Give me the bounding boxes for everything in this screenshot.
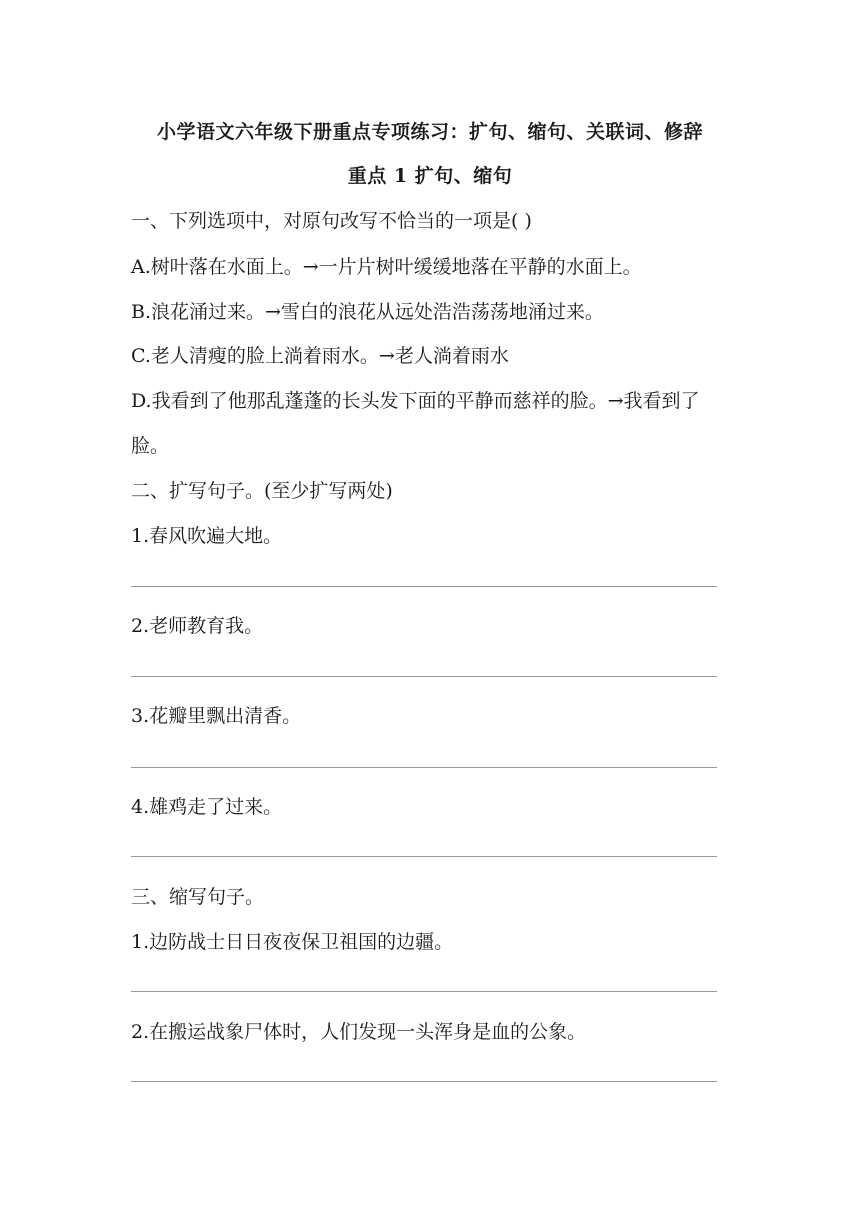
option-c: C.老人清瘦的脸上淌着雨水。→老人淌着雨水 — [131, 345, 509, 367]
question-1-heading: 一、下列选项中，对原句改写不恰当的一项是( ) — [131, 210, 532, 232]
option-a: A.树叶落在水面上。→一片片树叶缓缓地落在平静的水面上。 — [131, 256, 642, 278]
condense-item-2: 2.在搬运战象尸体时，人们发现一头浑身是血的公象。 — [131, 1021, 587, 1043]
option-b: B.浪花涌过来。→雪白的浪花从远处浩浩荡荡地涌过来。 — [131, 301, 604, 323]
question-3-heading: 三、缩写句子。 — [131, 886, 265, 908]
expand-item-3: 3.花瓣里飘出清香。 — [131, 705, 302, 727]
option-d-continued: 脸。 — [131, 435, 170, 457]
expand-item-1: 1.春风吹遍大地。 — [131, 525, 283, 547]
expand-item-4: 4.雄鸡走了过来。 — [131, 796, 283, 818]
answer-line-expand-3[interactable] — [131, 767, 717, 768]
section-subtitle: 重点 1 扩句、缩句 — [347, 165, 513, 187]
document-title: 小学语文六年级下册重点专项练习：扩句、缩句、关联词、修辞 — [156, 121, 703, 143]
answer-line-expand-2[interactable] — [131, 676, 717, 677]
question-2-heading: 二、扩写句子。(至少扩写两处) — [131, 480, 393, 502]
answer-line-expand-4[interactable] — [131, 856, 717, 857]
option-d: D.我看到了他那乱蓬蓬的长头发下面的平静而慈祥的脸。→我看到了 — [131, 390, 700, 412]
expand-item-2: 2.老师教育我。 — [131, 615, 264, 637]
answer-line-condense-2[interactable] — [131, 1081, 717, 1082]
condense-item-1: 1.边防战士日日夜夜保卫祖国的边疆。 — [131, 931, 454, 953]
answer-line-expand-1[interactable] — [131, 586, 717, 587]
answer-line-condense-1[interactable] — [131, 991, 717, 992]
